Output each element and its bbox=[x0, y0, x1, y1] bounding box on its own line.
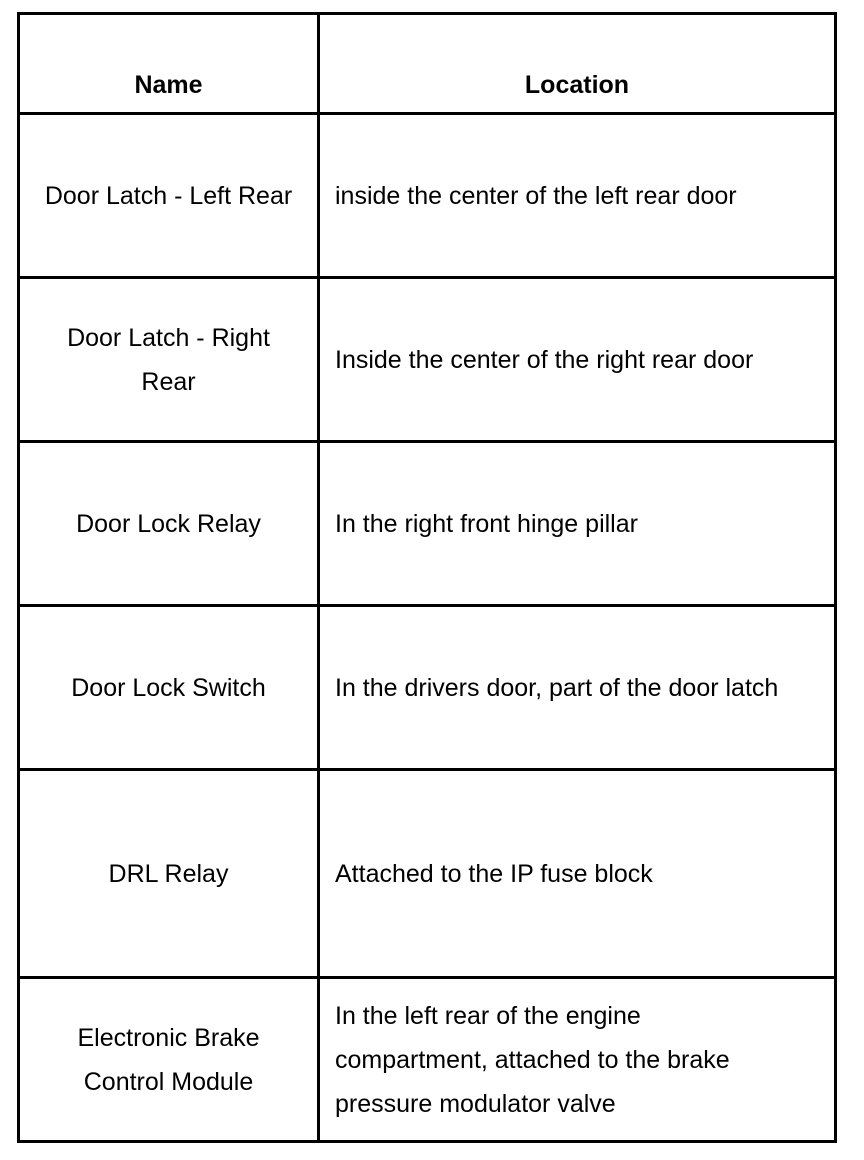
table-row bbox=[19, 278, 836, 442]
cell-name: Door Lock Switch bbox=[19, 606, 319, 770]
cell-location: In the drivers door, part of the door latch bbox=[319, 606, 836, 770]
table-row bbox=[19, 770, 836, 978]
table-row bbox=[19, 442, 836, 606]
cell-name: Door Latch - Left Rear bbox=[19, 114, 319, 278]
cell-location: In the left rear of the engine compartment, attached to the brake pressure modulator valve bbox=[319, 978, 836, 1142]
table-row bbox=[19, 978, 836, 1142]
cell-location: Attached to the IP fuse block bbox=[319, 770, 836, 978]
cell-location: Inside the center of the right rear door bbox=[319, 278, 836, 442]
table-row bbox=[19, 114, 836, 278]
cell-name: Door Lock Relay bbox=[19, 442, 319, 606]
component-location-table bbox=[17, 12, 837, 1143]
table-row bbox=[19, 606, 836, 770]
cell-name: Electronic Brake Control Module bbox=[19, 978, 319, 1142]
header-name: Name bbox=[19, 14, 319, 114]
cell-name: Door Latch - Right Rear bbox=[19, 278, 319, 442]
header-location: Location bbox=[319, 14, 836, 114]
cell-location: In the right front hinge pillar bbox=[319, 442, 836, 606]
table-header-row bbox=[19, 14, 836, 114]
cell-name: DRL Relay bbox=[19, 770, 319, 978]
cell-location: inside the center of the left rear door bbox=[319, 114, 836, 278]
